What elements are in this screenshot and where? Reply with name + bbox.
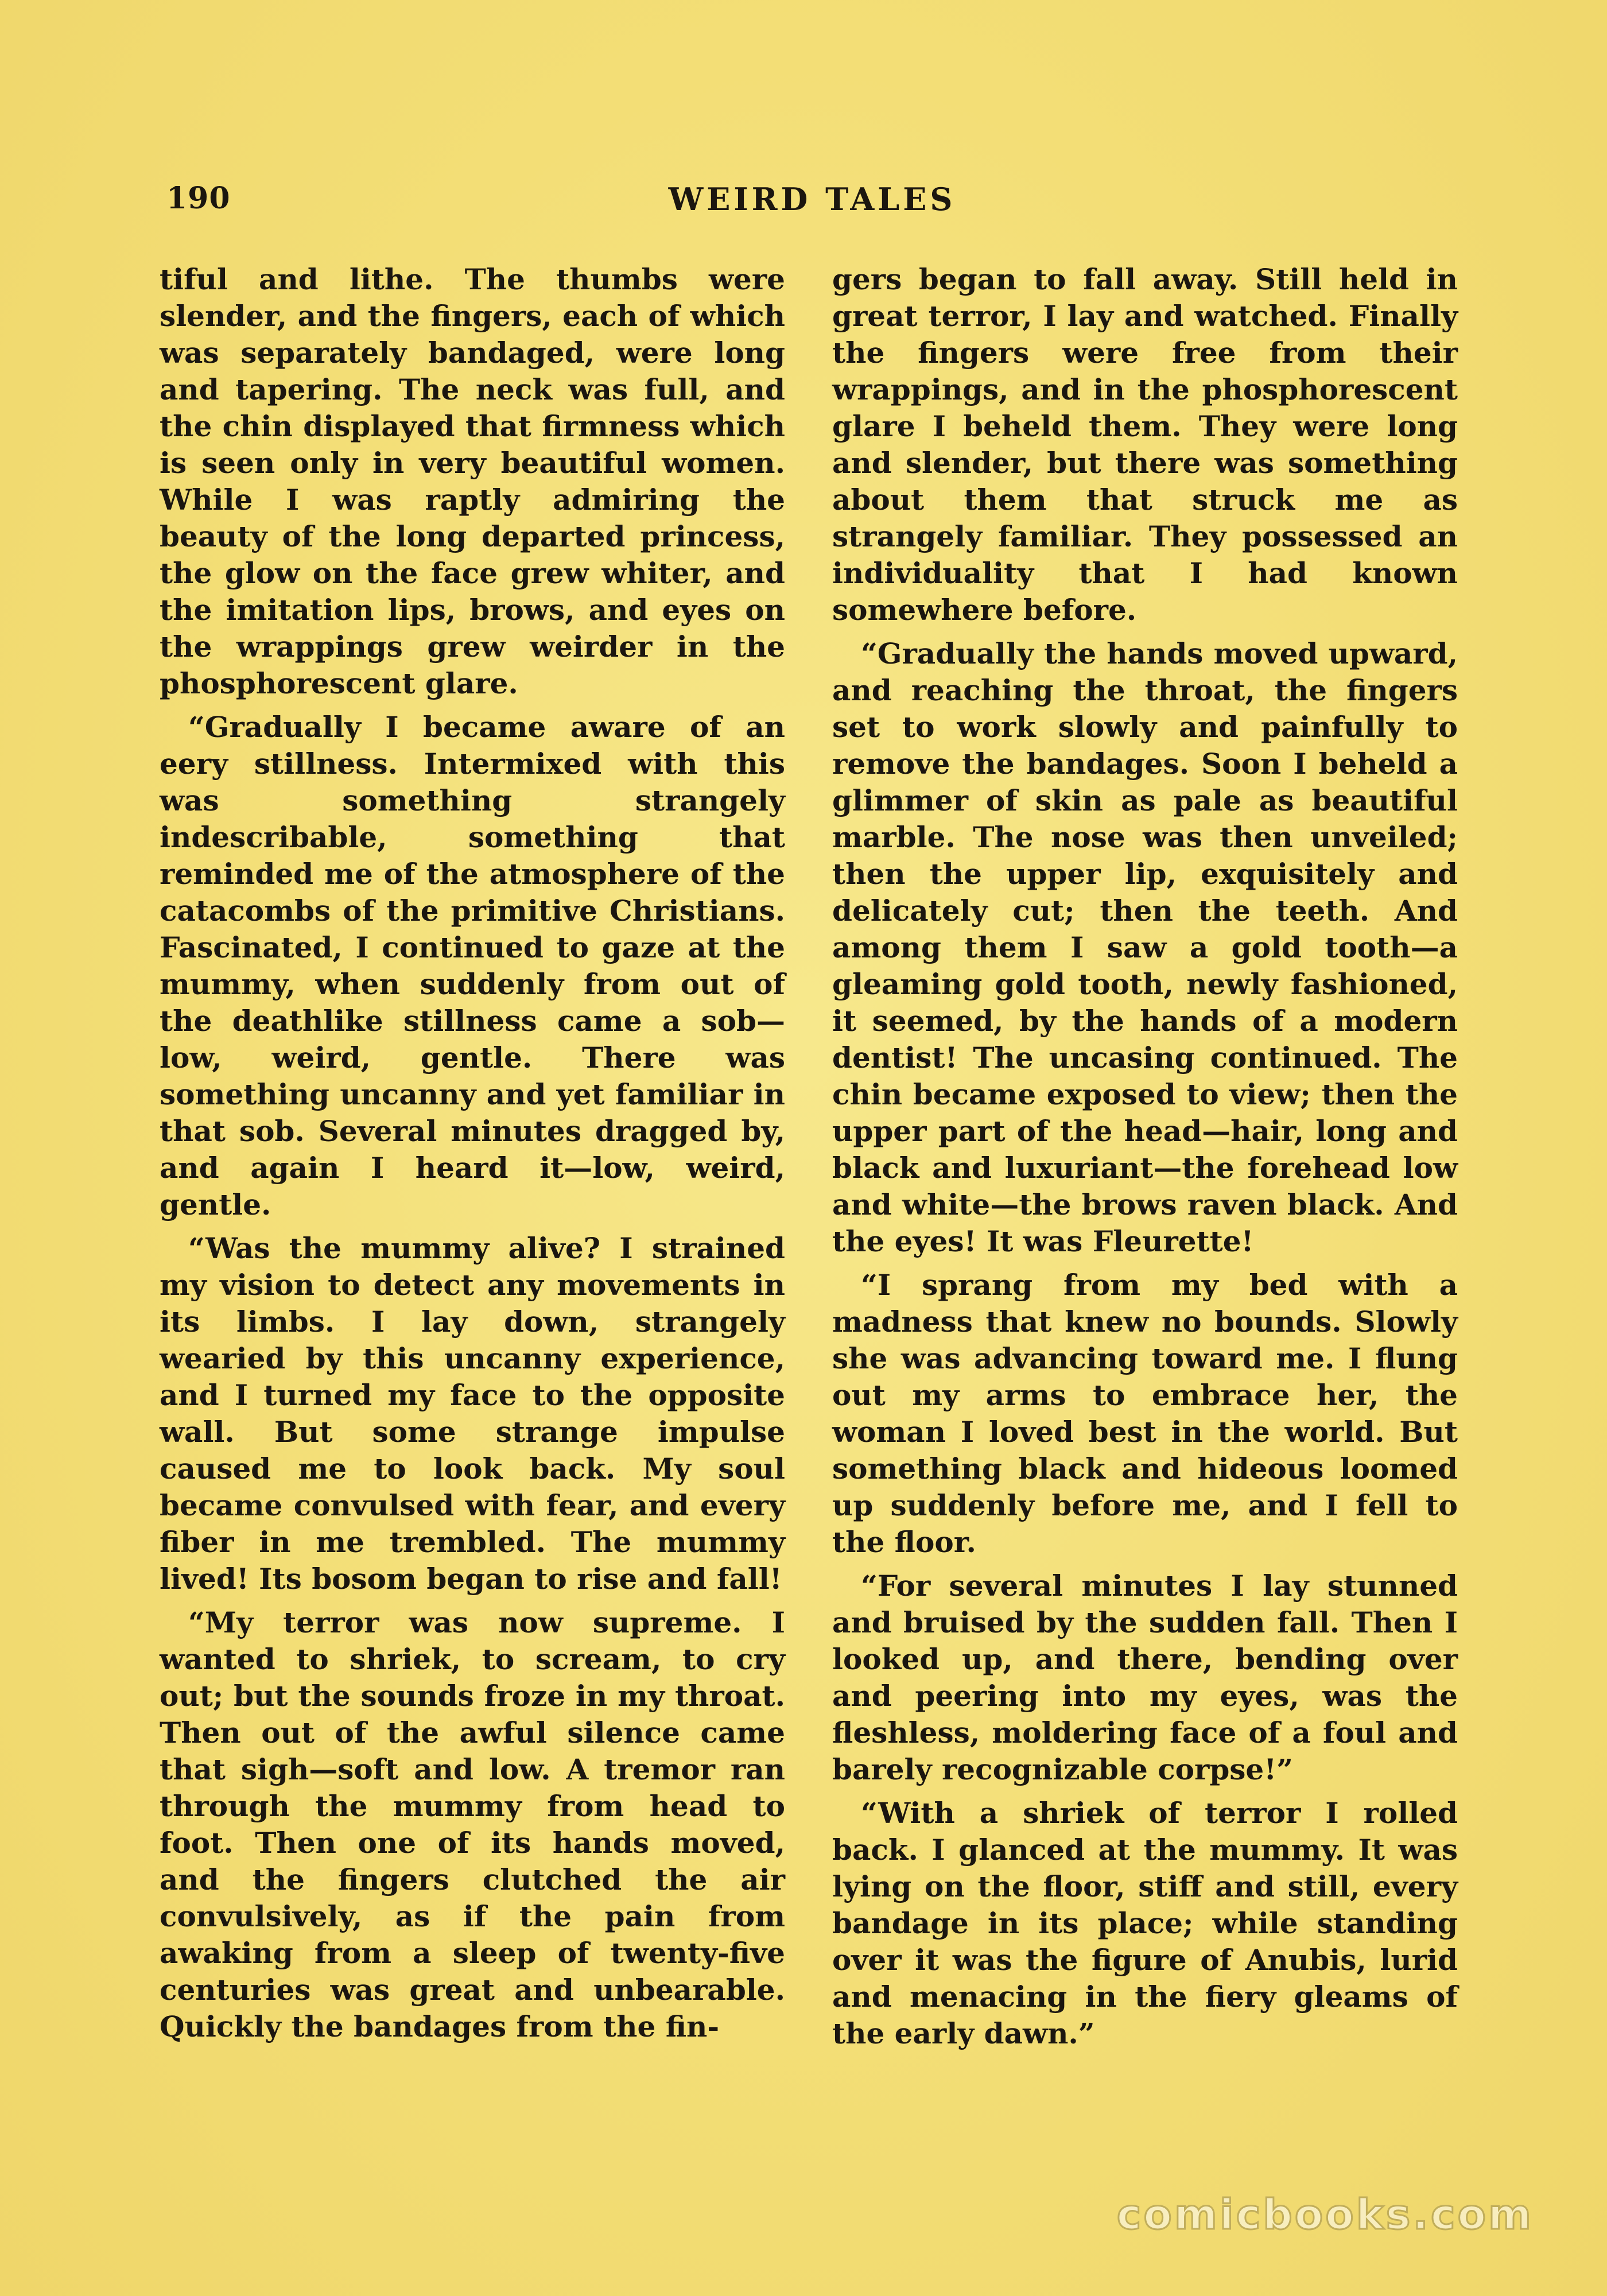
paragraph: “Gradually I became aware of an eery stillness. Intermixed with this was something strangely indescribable, something that reminded me of the atmosphere of the catacombs of the primitive Christians. Fascinated, I continued to gaze at the mummy, when suddenly from out of the deathlike stillness came a sob—low, weird, gentle. There was something uncanny and yet familiar in that sob. Several minutes dragged by, and again I heard it—low, weird, gentle. (160, 710, 785, 1221)
page-header (166, 181, 1458, 218)
paragraph: “My terror was now supreme. I wanted to shriek, to scream, to cry out; but the sounds froze in my throat. Then out of the awful silence came that sigh—soft and low. A tremor ran through the mummy from head to foot. Then one of its hands moved, and the fingers clutched the air convulsively, as if the pain from awaking from a sleep of twenty-five centuries was great and unbearable. Quickly the bandages from the fin- (160, 1605, 785, 2043)
paragraph: tiful and lithe. The thumbs were slender, and the fingers, each of which was separately bandaged, were long and tapering. The neck was full, and the chin displayed that firmness which is seen only in very beautiful women. While I was raptly admiring the beauty of the long departed princess, the glow on the face grew whiter, and the imitation lips, brows, and eyes on the wrappings grew weirder in the phosphorescent glare. (160, 262, 785, 700)
right-column (832, 261, 1458, 2138)
paragraph: “With a shriek of terror I rolled back. I glanced at the mummy. It was lying on the floor, stiff and still, every bandage in its place; while standing over it was the figure of Anubis, lurid and menacing in the fiery gleams of the early dawn.” (832, 1796, 1458, 2050)
paragraph: “Gradually the hands moved upward, and reaching the throat, the fingers set to work slowly and painfully to remove the bandages. Soon I beheld a glimmer of skin as pale as beautiful marble. The nose was then unveiled; then the upper lip, exquisitely and delicately cut; then the teeth. And among them I saw a gold tooth—a gleaming gold tooth, newly fashioned, it seemed, by the hands of a modern dentist! The uncasing continued. The chin became exposed to view; then the upper part of the head—hair, long and black and luxuriant—the forehead low and white—the brows raven black. And the eyes! It was Fleurette! (832, 637, 1458, 1258)
page-number: 190 (166, 181, 231, 216)
left-column (160, 261, 785, 2138)
paragraph: “I sprang from my bed with a madness that knew no bounds. Slowly she was advancing toward me. I flung out my arms to embrace her, the woman I loved best in the world. But something black and hideous loomed up suddenly before me, and I fell to the floor. (832, 1268, 1458, 1559)
running-head: WEIRD TALES (668, 181, 956, 218)
paragraph: gers began to fall away. Still held in great terror, I lay and watched. Finally the fingers were free from their wrappings, and in the phosphorescent glare I beheld them. They were long and slender, but there was something about them that struck me as strangely familiar. They possessed an individuality that I had known somewhere before. (832, 262, 1458, 627)
paragraph: “For several minutes I lay stunned and bruised by the sudden fall. Then I looked up, and there, bending over and peering into my eyes, was the fleshless, moldering face of a foul and barely recognizable corpse!” (832, 1569, 1458, 1786)
paragraph: “Was the mummy alive? I strained my vision to detect any movements in its limbs. I lay down, strangely wearied by this uncanny experience, and I turned my face to the opposite wall. But some strange impulse caused me to look back. My soul became convulsed with fear, and every fiber in me trembled. The mummy lived! Its bosom began to rise and fall! (160, 1231, 785, 1596)
text-columns (160, 261, 1458, 2138)
watermark: comicbooks.com (1116, 2190, 1534, 2239)
